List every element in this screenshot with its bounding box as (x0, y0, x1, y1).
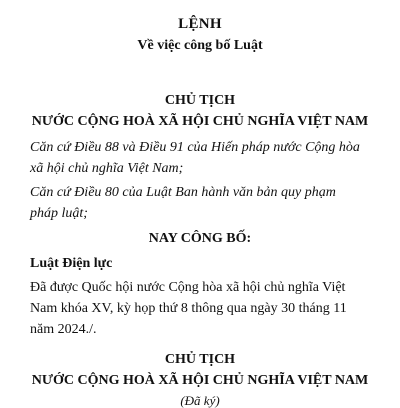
legal-basis-2-line-2: pháp luật; (30, 206, 88, 221)
body-text-line-2: Nam khóa XV, kỳ họp thứ 8 thông qua ngày 30 tháng 11 (30, 301, 347, 316)
issuer-country: NƯỚC CỘNG HOÀ XÃ HỘI CHỦ NGHĨA VIỆT NAM (31, 114, 369, 129)
signature-country: NƯỚC CỘNG HOÀ XÃ HỘI CHỦ NGHĨA VIỆT NAM (31, 373, 369, 388)
document-subtitle: Về việc công bố Luật (137, 38, 263, 53)
document-title: LỆNH (178, 16, 222, 32)
signed-note: (Đã ký) (180, 393, 220, 408)
legal-basis-2-line-1: Căn cứ Điều 80 của Luật Ban hành văn bản quy phạm (30, 185, 336, 200)
law-name: Luật Điện lực (30, 256, 113, 271)
body-text-line-3: năm 2024./. (30, 322, 97, 337)
issuer-role: CHỦ TỊCH (164, 93, 236, 108)
body-text-line-1: Đã được Quốc hội nước Cộng hòa xã hội chủ nghĩa Việt (30, 280, 346, 295)
signature-role: CHỦ TỊCH (164, 352, 236, 367)
proclamation-heading: NAY CÔNG BỐ: (148, 231, 252, 246)
legal-basis-1-line-2: xã hội chủ nghĩa Việt Nam; (30, 161, 184, 176)
legal-basis-1-line-1: Căn cứ Điều 88 và Điều 91 của Hiến pháp nước Cộng hòa (30, 140, 360, 155)
